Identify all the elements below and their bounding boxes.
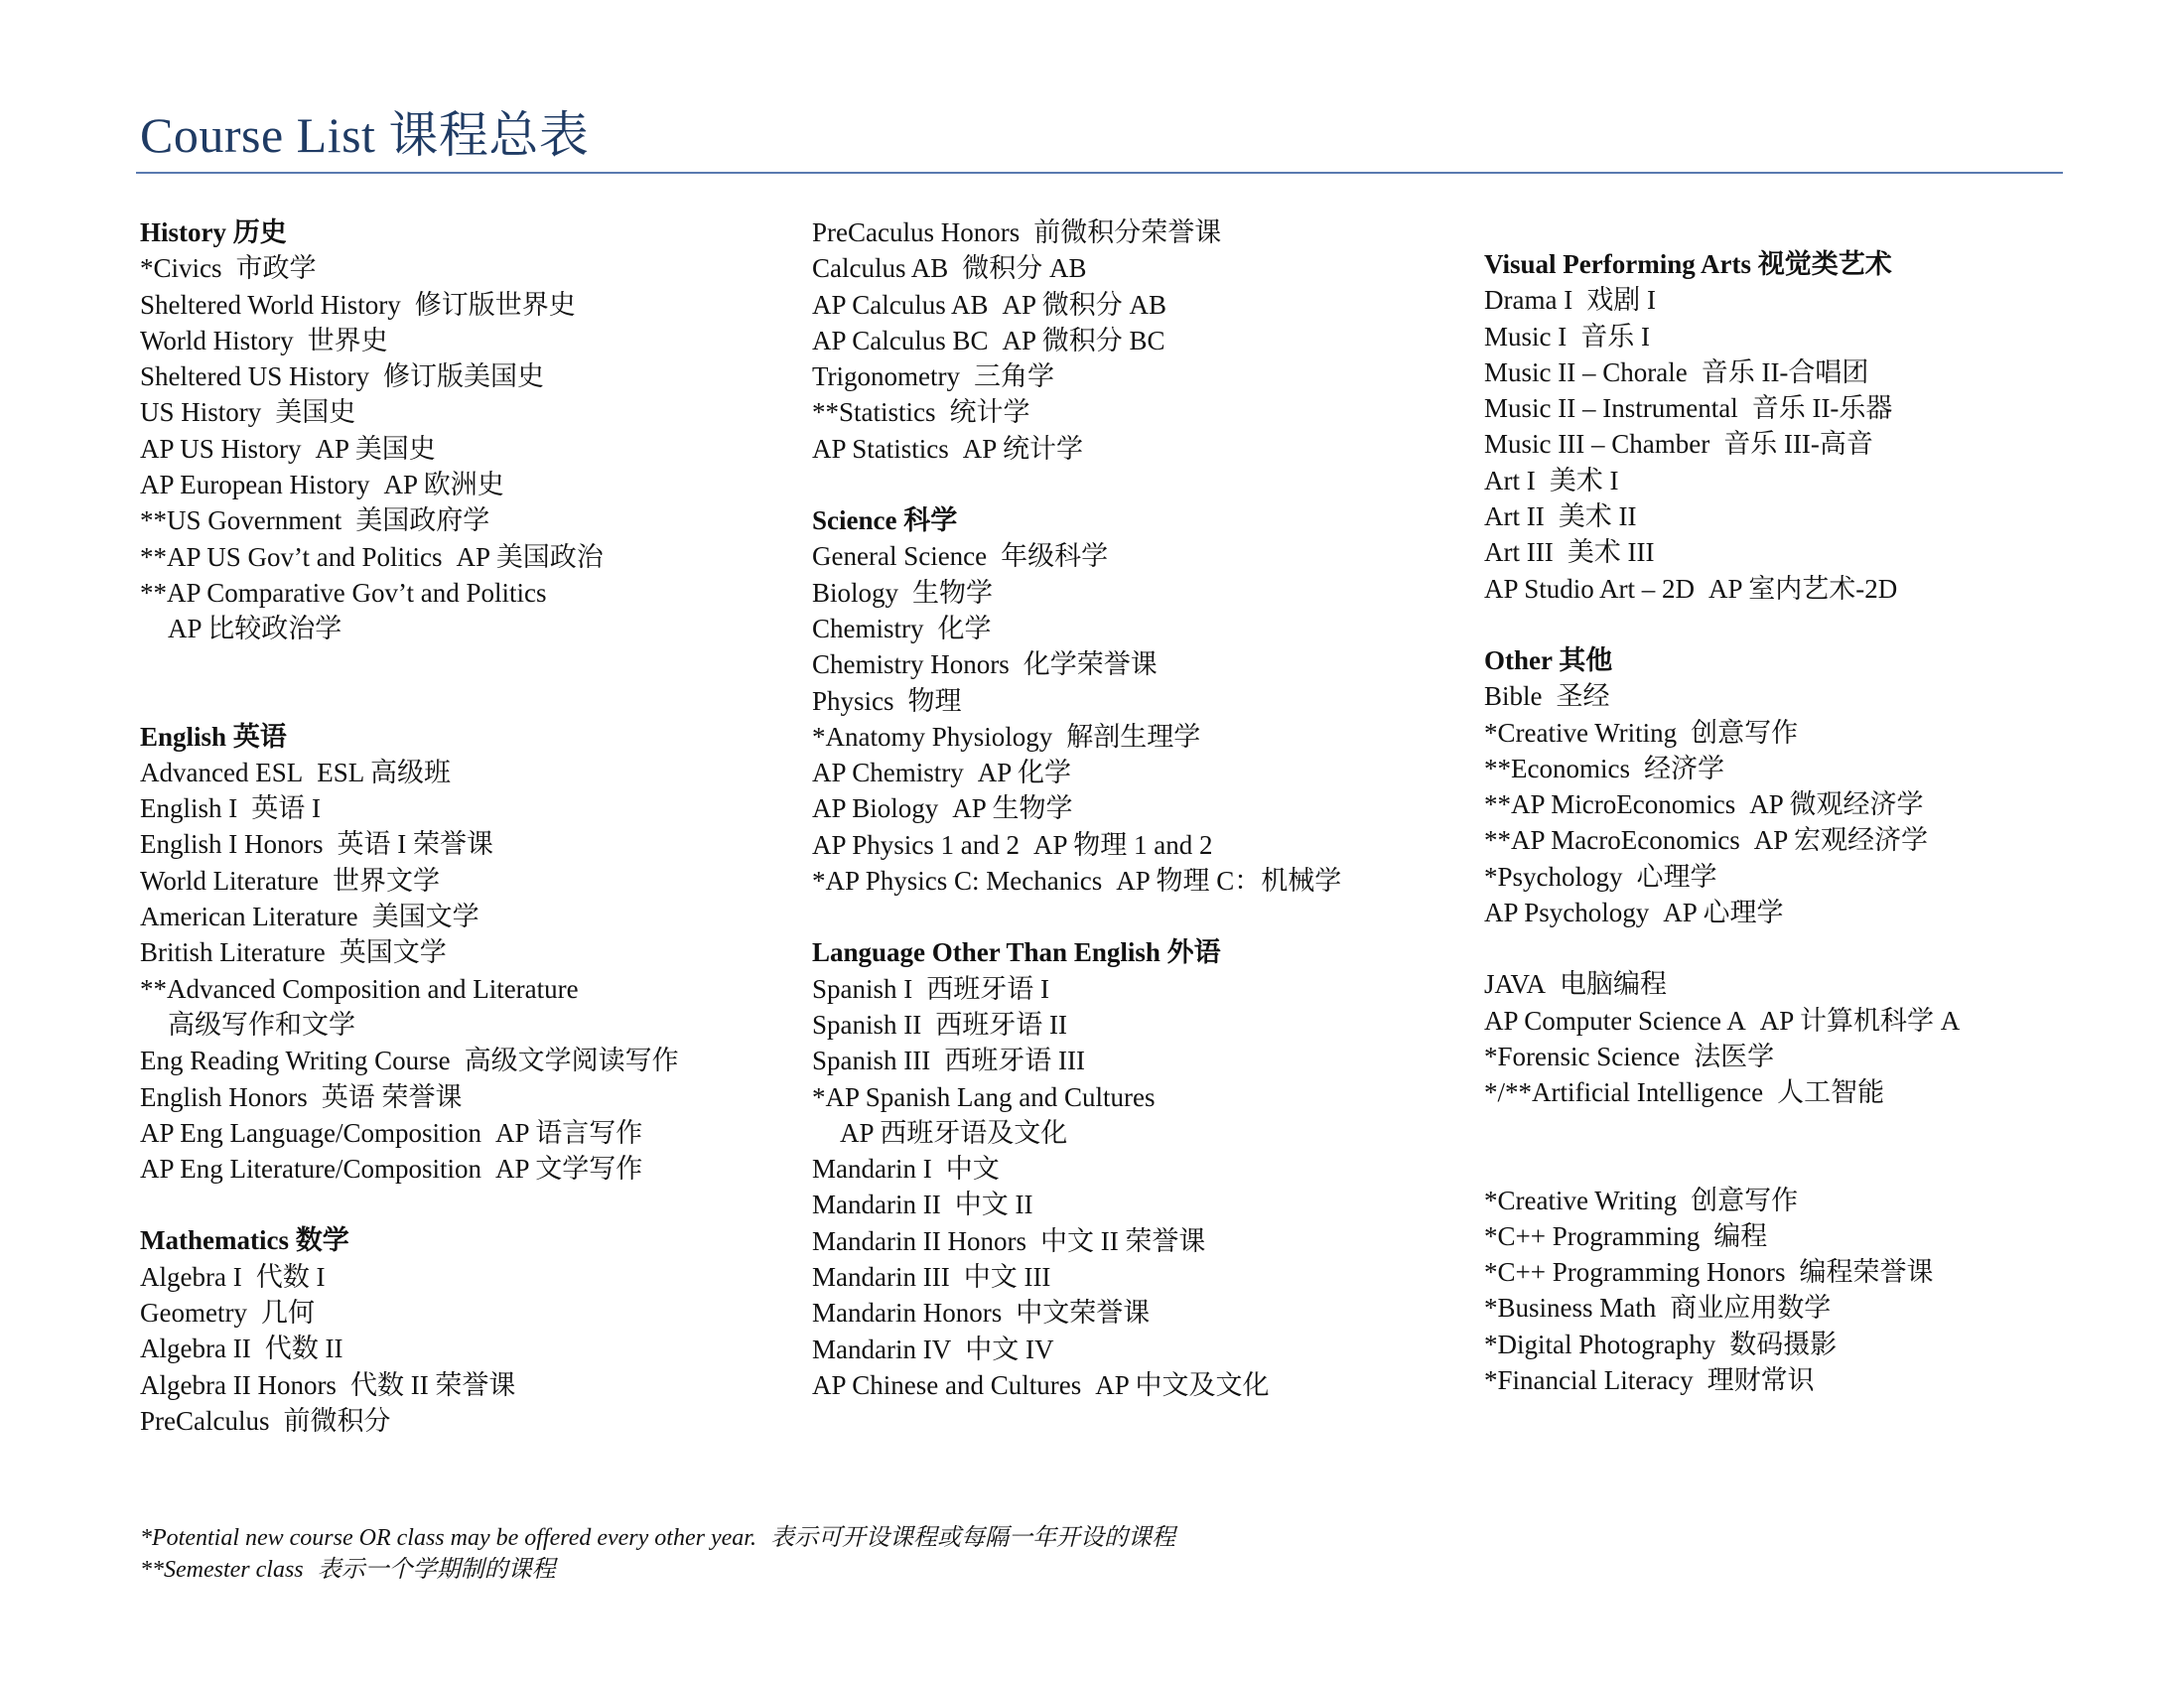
course-item — [1484, 751, 1960, 786]
footnote-chinese: 表示一个学期制的课程 — [317, 1557, 556, 1583]
course-english-name: Art II — [1484, 501, 1545, 532]
course-english-name: Art I — [1484, 465, 1536, 495]
course-item — [140, 755, 679, 790]
course-item — [140, 790, 679, 826]
course-item — [140, 394, 679, 430]
course-item — [140, 431, 679, 467]
course-english-name: Physics — [812, 685, 894, 716]
course-english-name: Eng Reading Writing Course — [140, 1046, 451, 1076]
course-chinese-name: 美国文学 — [371, 902, 479, 932]
footnote-chinese: 表示可开设课程或每隔一年开设的课程 — [769, 1525, 1175, 1551]
section-spacer — [1484, 1111, 1960, 1183]
course-english-name: Chemistry Honors — [812, 649, 1010, 680]
course-english-name: **AP MacroEconomics — [1484, 825, 1740, 856]
course-english-name: Spanish II — [812, 1009, 922, 1040]
course-item — [140, 826, 679, 862]
section-mathematics-continued — [812, 214, 1341, 467]
section-other — [1484, 642, 1960, 930]
course-item — [140, 467, 679, 502]
course-english-name: *Financial Literacy — [1484, 1365, 1694, 1396]
course-chinese-name: 美国政府学 — [355, 505, 490, 536]
course-english-name: World History — [140, 325, 294, 355]
course-item — [812, 719, 1341, 755]
course-chinese-name: 美术 III — [1567, 537, 1655, 568]
course-english-name: General Science — [812, 541, 988, 572]
course-chinese-name: AP 计算机科学 A — [1759, 1005, 1961, 1036]
course-item — [140, 1403, 679, 1439]
course-item — [1484, 426, 1960, 462]
section-heading-other: Other 其他 — [1484, 644, 1613, 675]
course-chinese-name: 中文 — [945, 1154, 1000, 1185]
section-electives — [1484, 1183, 1960, 1399]
course-english-name: AP Computer Science A — [1484, 1005, 1746, 1036]
section-languages — [812, 934, 1341, 1403]
course-english-name: AP Eng Language/Composition — [140, 1117, 481, 1148]
course-item — [140, 323, 679, 358]
course-item — [812, 683, 1341, 719]
course-item — [140, 863, 679, 899]
course-english-name: AP Calculus BC — [812, 325, 989, 355]
course-english-name: **AP MicroEconomics — [1484, 789, 1736, 820]
course-english-name: AP Chemistry — [812, 758, 964, 788]
course-item — [1484, 1003, 1960, 1039]
course-english-name: AP Physics 1 and 2 — [812, 829, 1021, 860]
course-chinese-name: 中文 IV — [965, 1334, 1054, 1364]
course-chinese-name: 生物学 — [912, 577, 994, 608]
course-english-name: **Economics — [1484, 753, 1630, 783]
section-heading-history: History 历史 — [140, 217, 287, 247]
course-chinese-name: 音乐 II-乐器 — [1751, 393, 1893, 424]
course-english-name: Sheltered World History — [140, 289, 401, 320]
course-english-name: *Forensic Science — [1484, 1041, 1681, 1071]
column-1 — [140, 214, 679, 1439]
course-item — [812, 1259, 1341, 1295]
course-english-name: Sheltered US History — [140, 361, 369, 392]
course-item — [140, 1367, 679, 1403]
course-english-name: Advanced ESL — [140, 757, 304, 787]
course-chinese-name: 高级写作和文学 — [168, 1009, 355, 1040]
course-item — [812, 1187, 1341, 1222]
course-english-name: Mandarin I — [812, 1154, 932, 1185]
course-english-name: Music II – Instrumental — [1484, 393, 1738, 424]
course-item — [812, 1367, 1341, 1403]
course-item — [1484, 319, 1960, 354]
course-item — [812, 1295, 1341, 1331]
course-item — [140, 250, 679, 286]
course-item — [812, 214, 1341, 250]
course-item — [812, 863, 1341, 899]
course-chinese-name: AP 美国政治 — [456, 541, 604, 572]
course-chinese-name: 前微积分 — [283, 1405, 391, 1436]
course-chinese-name: 编程荣誉课 — [1799, 1257, 1934, 1288]
course-item — [812, 1332, 1341, 1367]
course-item — [140, 502, 679, 538]
course-chinese-name: 代数 II — [264, 1334, 343, 1364]
course-chinese-name: 电脑编程 — [1560, 969, 1668, 1000]
course-item — [140, 575, 679, 647]
course-english-name: English I Honors — [140, 829, 324, 860]
course-item — [140, 287, 679, 323]
course-english-name: Spanish III — [812, 1046, 931, 1076]
course-chinese-name: 美国史 — [275, 397, 356, 428]
course-chinese-name: AP 比较政治学 — [168, 614, 342, 644]
course-item — [140, 1079, 679, 1115]
course-item — [812, 1043, 1341, 1078]
course-item — [1484, 1074, 1960, 1110]
course-item — [812, 790, 1341, 826]
course-chinese-name: 高级文学阅读写作 — [464, 1046, 679, 1076]
course-english-name: */**Artificial Intelligence — [1484, 1077, 1764, 1108]
course-item — [812, 358, 1341, 394]
course-item — [812, 287, 1341, 323]
course-chinese-name: 修订版世界史 — [414, 289, 576, 320]
course-item — [140, 1331, 679, 1366]
course-english-name: *C++ Programming — [1484, 1220, 1701, 1251]
section-history — [140, 214, 679, 647]
course-chinese-name: 英语 荣誉课 — [321, 1081, 463, 1112]
section-spacer — [812, 467, 1341, 502]
course-chinese-name: 法医学 — [1694, 1041, 1775, 1071]
course-chinese-name: 修订版美国史 — [382, 361, 544, 392]
course-item — [140, 1259, 679, 1295]
course-item — [1484, 715, 1960, 751]
course-chinese-name: AP 心理学 — [1663, 898, 1784, 928]
course-english-name: *Creative Writing — [1484, 1185, 1678, 1215]
section-heading-mathematics: Mathematics 数学 — [140, 1225, 349, 1256]
course-item — [140, 934, 679, 970]
course-item — [1484, 859, 1960, 895]
course-chinese-name: 西班牙语 III — [944, 1046, 1085, 1076]
course-item — [812, 1151, 1341, 1187]
footnote — [140, 1554, 1175, 1586]
section-spacer — [140, 647, 679, 719]
course-item — [812, 1007, 1341, 1043]
section-computing — [1484, 966, 1960, 1110]
course-item — [812, 575, 1341, 611]
course-chinese-name: AP 西班牙语及文化 — [840, 1117, 1068, 1148]
course-english-name: AP European History — [140, 470, 370, 500]
course-item — [1484, 1362, 1960, 1398]
course-chinese-name: AP 中文及文化 — [1095, 1369, 1270, 1400]
course-chinese-name: 西班牙语 II — [935, 1009, 1067, 1040]
course-item — [1484, 1254, 1960, 1290]
course-chinese-name: 理财常识 — [1706, 1365, 1815, 1396]
course-chinese-name: 编程 — [1713, 1220, 1768, 1251]
course-chinese-name: 市政学 — [235, 253, 317, 284]
course-chinese-name: 经济学 — [1643, 753, 1724, 783]
course-english-name: *C++ Programming Honors — [1484, 1257, 1786, 1288]
course-chinese-name: 化学 — [937, 613, 992, 643]
course-english-name: Biology — [812, 577, 899, 608]
course-item — [1484, 1290, 1960, 1326]
footnote — [140, 1522, 1175, 1554]
course-english-name: *AP Spanish Lang and Cultures — [812, 1081, 1156, 1112]
course-chinese-name: 中文荣誉课 — [1016, 1298, 1151, 1329]
course-english-name: Music I — [1484, 321, 1568, 352]
section-visual-performing-arts — [1484, 246, 1960, 607]
course-chinese-name: AP 微观经济学 — [1749, 789, 1924, 820]
course-english-name: AP Biology — [812, 793, 939, 824]
course-item — [1484, 390, 1960, 426]
course-item — [812, 827, 1341, 863]
section-heading-science: Science 科学 — [812, 505, 958, 536]
course-item — [812, 323, 1341, 358]
section-mathematics — [140, 1222, 679, 1439]
title-divider — [136, 172, 2063, 174]
course-item — [812, 611, 1341, 646]
course-english-name: AP Calculus AB — [812, 289, 989, 320]
course-item — [1484, 786, 1960, 822]
course-english-name: *AP Physics C: Mechanics — [812, 866, 1103, 897]
course-chinese-name: 人工智能 — [1777, 1077, 1885, 1108]
footnote-english: **Semester class — [140, 1557, 304, 1583]
course-english-name: Calculus AB — [812, 253, 949, 284]
course-item — [140, 1115, 679, 1151]
course-english-name: Geometry — [140, 1298, 247, 1329]
course-english-name: Mandarin II Honors — [812, 1225, 1026, 1256]
course-chinese-name: 中文 II 荣誉课 — [1039, 1225, 1206, 1256]
course-english-name: *Business Math — [1484, 1293, 1657, 1324]
course-english-name: Algebra II — [140, 1334, 251, 1364]
course-item — [140, 899, 679, 934]
section-english — [140, 719, 679, 1188]
course-chinese-name: AP 生物学 — [952, 793, 1073, 824]
course-item — [1484, 534, 1960, 570]
course-english-name: Chemistry — [812, 613, 924, 643]
course-english-name: Bible — [1484, 681, 1543, 712]
course-item — [812, 538, 1341, 574]
course-item — [140, 971, 679, 1044]
course-item — [1484, 678, 1960, 714]
course-chinese-name: 年级科学 — [1001, 541, 1109, 572]
course-item — [1484, 354, 1960, 390]
course-english-name: *Psychology — [1484, 861, 1623, 892]
course-chinese-name: AP 微积分 AB — [1002, 289, 1167, 320]
footnote-english: *Potential new course OR class may be offered every other year. — [140, 1525, 756, 1551]
course-english-name: **AP Comparative Gov’t and Politics — [140, 577, 547, 608]
course-english-name: PreCaculus Honors — [812, 217, 1021, 247]
course-english-name: Mandarin III — [812, 1262, 950, 1293]
section-spacer — [1484, 607, 1960, 642]
course-item — [812, 1223, 1341, 1259]
course-item — [140, 539, 679, 575]
section-spacer — [1484, 930, 1960, 966]
course-chinese-name: 心理学 — [1636, 861, 1717, 892]
course-english-name: Trigonometry — [812, 361, 961, 392]
course-chinese-name: 解剖生理学 — [1066, 721, 1201, 752]
course-english-name: Drama I — [1484, 285, 1573, 316]
course-chinese-name: 数码摄影 — [1729, 1329, 1838, 1359]
course-english-name: British Literature — [140, 937, 326, 968]
course-item — [812, 1079, 1341, 1152]
course-english-name: Mandarin II — [812, 1190, 941, 1220]
course-item — [140, 358, 679, 394]
course-chinese-name: ESL 高级班 — [317, 757, 451, 787]
course-english-name: Mandarin IV — [812, 1334, 952, 1364]
course-item — [812, 971, 1341, 1007]
course-english-name: Algebra II Honors — [140, 1369, 337, 1400]
course-chinese-name: AP 宏观经济学 — [1753, 825, 1928, 856]
course-chinese-name: 化学荣誉课 — [1023, 649, 1158, 680]
course-chinese-name: 商业应用数学 — [1670, 1293, 1832, 1324]
course-english-name: AP US History — [140, 433, 302, 464]
course-english-name: **Advanced Composition and Literature — [140, 973, 579, 1004]
course-chinese-name: 代数 II 荣誉课 — [349, 1369, 516, 1400]
footnotes — [140, 1522, 1175, 1586]
course-english-name: Spanish I — [812, 973, 913, 1004]
course-chinese-name: 英语 I — [251, 793, 321, 824]
course-item — [1484, 1039, 1960, 1074]
course-chinese-name: 西班牙语 I — [926, 973, 1049, 1004]
course-chinese-name: AP 化学 — [977, 758, 1072, 788]
course-chinese-name: 物理 — [907, 685, 962, 716]
course-item — [1484, 966, 1960, 1002]
section-heading-languages: Language Other Than English 外语 — [812, 937, 1221, 968]
course-english-name: AP Studio Art – 2D — [1484, 573, 1696, 604]
course-chinese-name: 美术 I — [1549, 465, 1619, 495]
course-chinese-name: 世界文学 — [333, 865, 440, 896]
course-english-name: Art III — [1484, 537, 1554, 568]
course-english-name: *Anatomy Physiology — [812, 721, 1053, 752]
course-item — [1484, 1327, 1960, 1362]
course-chinese-name: 代数 I — [255, 1261, 326, 1292]
section-spacer — [140, 1187, 679, 1222]
course-english-name: American Literature — [140, 902, 358, 932]
course-chinese-name: 中文 II — [954, 1190, 1033, 1220]
course-english-name: AP Chinese and Cultures — [812, 1369, 1082, 1400]
course-item — [1484, 282, 1960, 318]
course-chinese-name: 前微积分荣誉课 — [1033, 217, 1222, 247]
course-english-name: US History — [140, 397, 262, 428]
course-english-name: **AP US Gov’t and Politics — [140, 541, 443, 572]
course-chinese-name: AP 微积分 BC — [1002, 325, 1165, 355]
page-title: Course List 课程总表 — [140, 107, 590, 163]
course-chinese-name: 圣经 — [1556, 681, 1610, 712]
course-chinese-name: 创意写作 — [1691, 717, 1799, 748]
course-item — [140, 1151, 679, 1187]
course-english-name: *Creative Writing — [1484, 717, 1678, 748]
course-english-name: *Civics — [140, 253, 222, 284]
course-english-name: JAVA — [1484, 969, 1547, 1000]
course-item — [1484, 822, 1960, 858]
course-chinese-name: 英国文学 — [339, 937, 447, 968]
section-science — [812, 502, 1341, 899]
course-item — [140, 1295, 679, 1331]
course-chinese-name: AP 欧洲史 — [383, 470, 504, 500]
course-item — [1484, 895, 1960, 930]
course-chinese-name: 三角学 — [974, 361, 1055, 392]
course-english-name: AP Psychology — [1484, 898, 1650, 928]
column-2 — [812, 214, 1341, 1403]
course-item — [1484, 463, 1960, 498]
course-item — [812, 755, 1341, 790]
course-chinese-name: AP 物理 C：机械学 — [1116, 866, 1342, 897]
course-item — [140, 1043, 679, 1078]
column-3 — [1484, 246, 1960, 1398]
course-item — [812, 250, 1341, 286]
course-item — [812, 646, 1341, 682]
course-item — [1484, 1183, 1960, 1218]
course-chinese-name: 戏剧 I — [1586, 285, 1656, 316]
course-item — [812, 394, 1341, 430]
course-chinese-name: 创意写作 — [1691, 1185, 1799, 1215]
course-english-name: **Statistics — [812, 397, 936, 428]
course-chinese-name: 音乐 I — [1580, 321, 1650, 352]
course-chinese-name: 美术 II — [1558, 501, 1637, 532]
course-english-name: Algebra I — [140, 1261, 242, 1292]
course-chinese-name: AP 统计学 — [962, 433, 1084, 464]
course-item — [1484, 498, 1960, 534]
course-english-name: Mandarin Honors — [812, 1298, 1003, 1329]
course-english-name: AP Eng Literature/Composition — [140, 1154, 481, 1185]
section-heading-english: English 英语 — [140, 721, 287, 752]
course-chinese-name: AP 物理 1 and 2 — [1033, 829, 1213, 860]
course-chinese-name: 世界史 — [307, 325, 388, 355]
course-chinese-name: AP 语言写作 — [494, 1117, 643, 1148]
course-chinese-name: 中文 III — [963, 1262, 1051, 1293]
course-english-name: AP Statistics — [812, 433, 949, 464]
course-english-name: World Literature — [140, 865, 319, 896]
course-english-name: Music III – Chamber — [1484, 429, 1710, 460]
course-chinese-name: AP 文学写作 — [494, 1154, 643, 1185]
course-chinese-name: AP 美国史 — [315, 433, 436, 464]
course-item — [1484, 1218, 1960, 1254]
course-english-name: Music II – Chorale — [1484, 356, 1688, 387]
course-english-name: PreCalculus — [140, 1405, 270, 1436]
course-chinese-name: AP 室内艺术-2D — [1708, 573, 1898, 604]
course-english-name: *Digital Photography — [1484, 1329, 1716, 1359]
course-item — [1484, 571, 1960, 607]
course-chinese-name: 音乐 III-高音 — [1723, 429, 1873, 460]
course-english-name: **US Government — [140, 505, 342, 536]
course-chinese-name: 微积分 AB — [962, 253, 1087, 284]
section-heading-arts: Visual Performing Arts 视觉类艺术 — [1484, 249, 1892, 279]
course-chinese-name: 统计学 — [949, 397, 1030, 428]
course-english-name: English Honors — [140, 1081, 308, 1112]
course-chinese-name: 英语 I 荣誉课 — [337, 829, 493, 860]
section-spacer — [812, 899, 1341, 934]
course-chinese-name: 音乐 II-合唱团 — [1701, 356, 1869, 387]
course-english-name: English I — [140, 793, 238, 824]
course-item — [812, 431, 1341, 467]
course-chinese-name: 几何 — [260, 1298, 315, 1329]
